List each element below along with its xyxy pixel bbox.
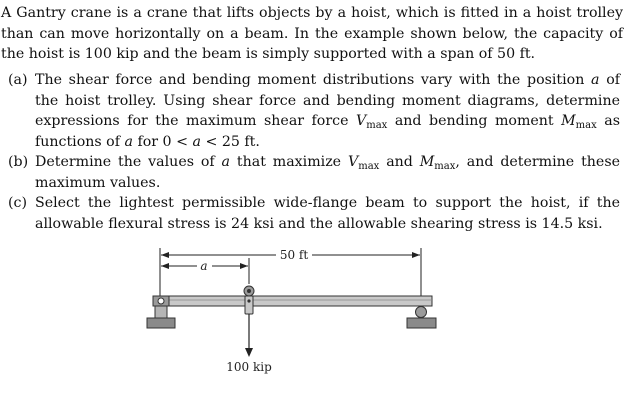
part-a-text: The shear force and bending moment distributions vary with the position a of the hoist trolley. Using shear force and bending moment diagrams, determine expressions for the maximum shear force $V_{max}$ and bending moment $M_{max}$ as functions of a for 0 < a < 25 ft. [35,72,621,150]
part-b-label: (b) [8,154,29,170]
right-roller-support [407,307,436,329]
position-label: a [200,259,208,273]
part-b-text: Determine the values of a that maximize $V_{max}$ and $M_{max}$, and determine these maximum values. [35,154,620,191]
part-c-text: Select the lightest permissible wide-flange beam to support the hoist, if the allowable flexural stress is 24 ksi and the allowable shearing stress is 14.5 ksi. [35,195,620,232]
problem-intro: A Gantry crane is a crane that lifts objects by a hoist, which is fitted in a hoist trolley than can move horizontally on a beam. In the example shown below, the capacity of the hoist is 100 kip and the beam is simply supported with a span of 50 ft. [1,5,623,62]
beam [153,296,432,306]
load-arrow [245,314,253,357]
load-label: 100 kip [226,360,272,374]
hoist-trolley [244,286,254,314]
span-label: 50 ft [279,248,309,262]
part-c-label: (c) [8,195,28,211]
part-a-label: (a) [8,72,28,88]
